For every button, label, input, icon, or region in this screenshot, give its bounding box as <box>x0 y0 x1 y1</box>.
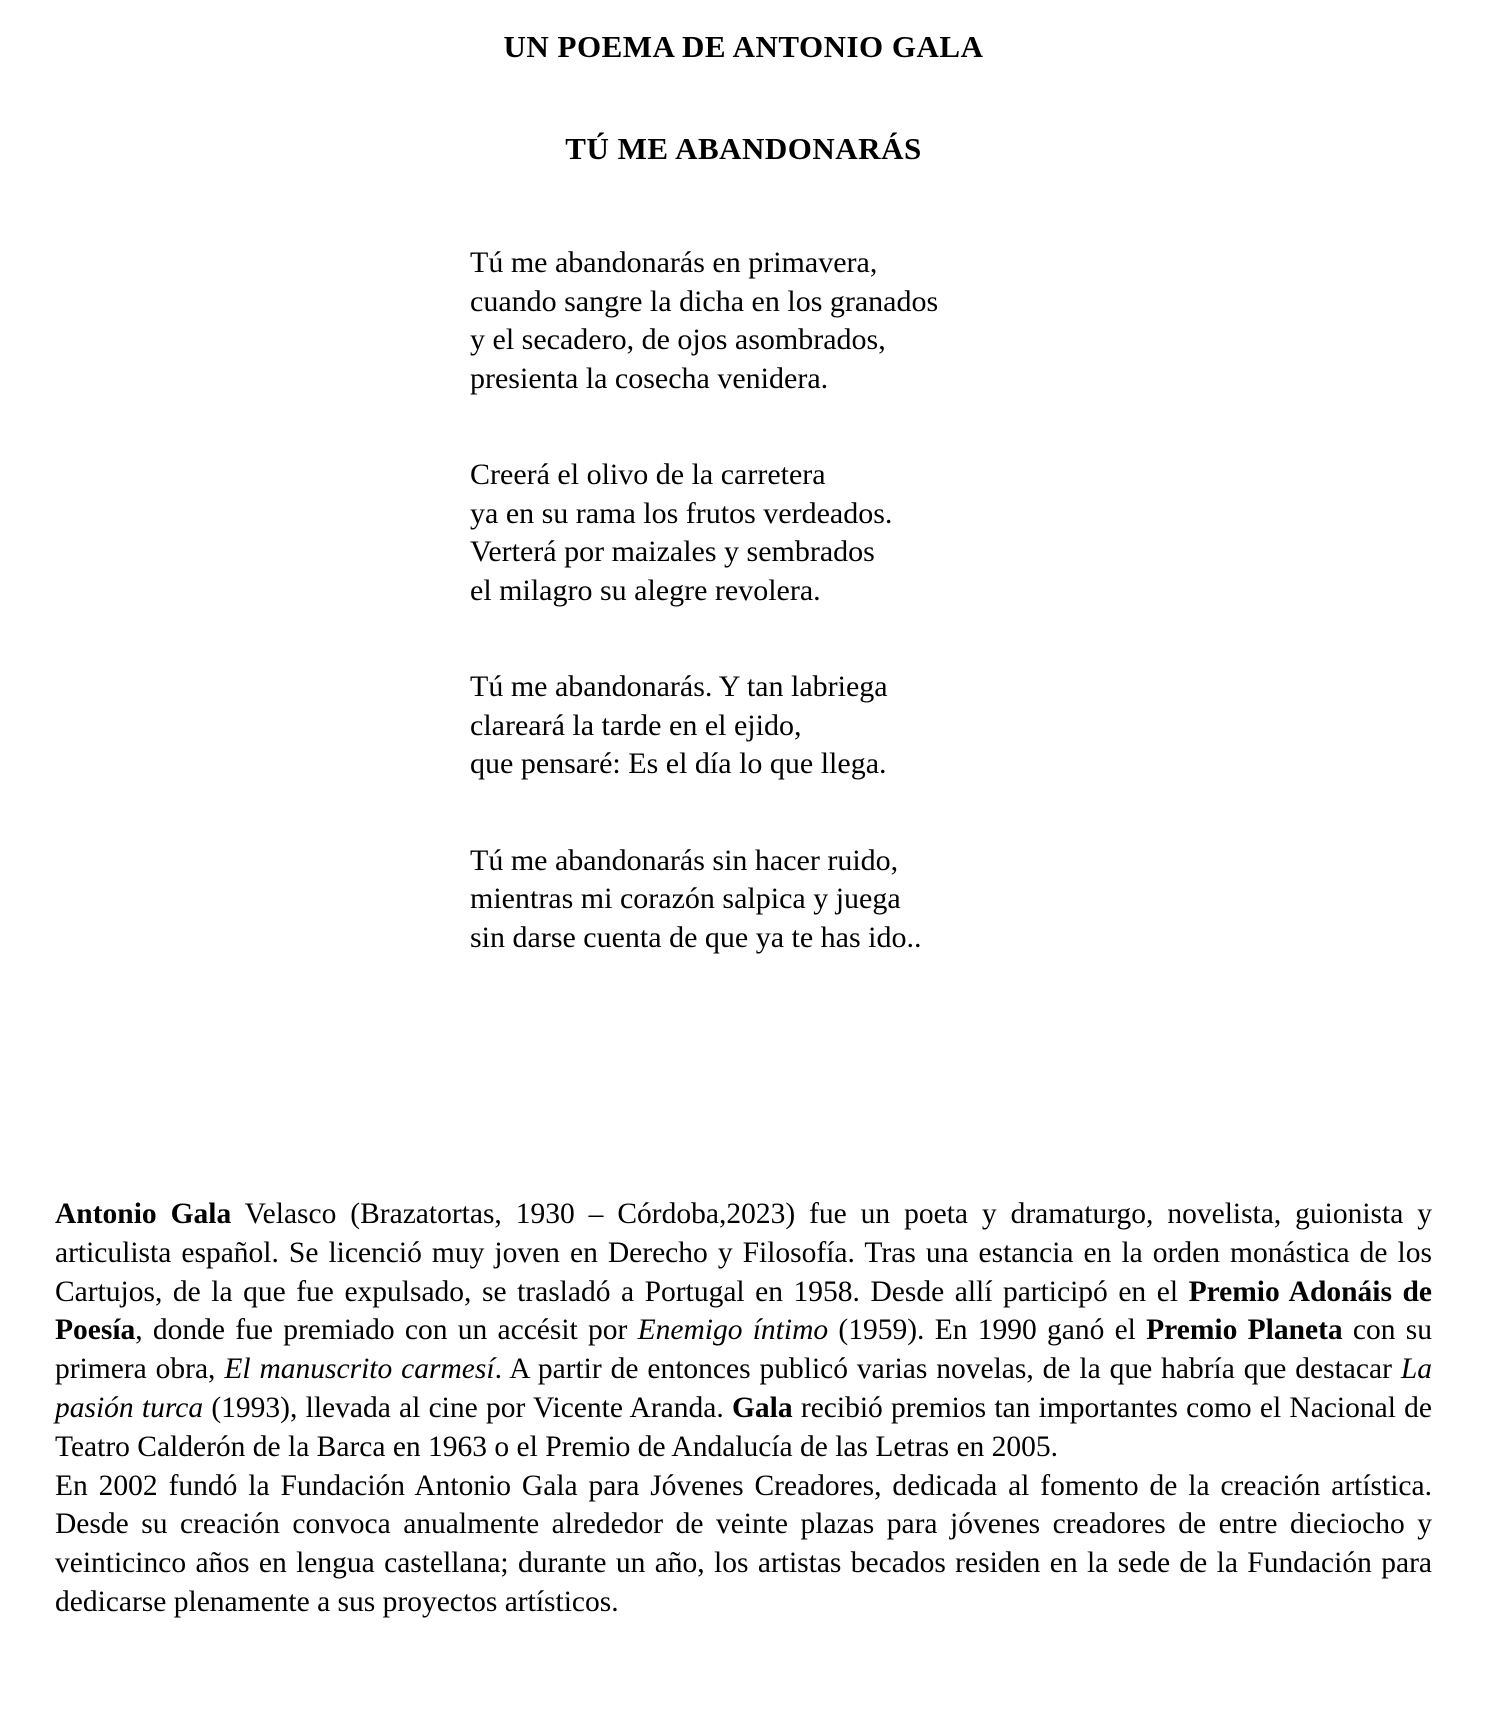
poem-stanza-4 <box>470 842 1432 958</box>
poem-line: que pensaré: Es el día lo que llega. <box>470 747 887 780</box>
poem-stanza-3 <box>470 668 1432 784</box>
poem-line: sin darse cuenta de que ya te has ido.. <box>470 920 922 954</box>
poem-line: Tú me abandonarás sin hacer ruido, <box>470 843 899 877</box>
poem-line: Creerá el olivo de la carretera <box>470 458 826 491</box>
poem-line: el milagro su alegre revolera. <box>470 573 821 607</box>
text-run-normal: (1959). En 1990 ganó el <box>828 1314 1147 1347</box>
poem <box>470 244 1432 957</box>
poem-title: TÚ ME ABANDONARÁS <box>565 131 922 166</box>
poem-line: Verterá por maizales y sembrados <box>470 535 875 568</box>
poem-stanza-1 <box>470 244 1432 398</box>
text-run-normal: (1993), llevada al cine por Vicente Aranda. <box>203 1391 732 1424</box>
poem-stanza-2 <box>470 456 1432 610</box>
poem-line: Tú me abandonarás. Y tan labriega <box>470 670 888 703</box>
text-run-bold: Premio Planeta <box>1146 1314 1343 1347</box>
bio-paragraph-2 <box>55 1467 1432 1622</box>
bio-paragraph-1 <box>55 1195 1432 1467</box>
text-run-italic: Enemigo íntimo <box>637 1314 829 1347</box>
text-run-italic: El manuscrito carmesí <box>224 1353 495 1386</box>
poem-line: ya en su rama los frutos verdeados. <box>470 496 893 530</box>
poem-line: mientras mi corazón salpica y juega <box>470 882 901 915</box>
document-title: UN POEMA DE ANTONIO GALA <box>503 29 984 64</box>
text-run-bold: Antonio Gala <box>55 1198 232 1230</box>
biography <box>55 1195 1432 1622</box>
text-run-normal: recibió premios tan importantes como el Nacional de Teatro Calderón de la Barca en 1963 o el Premio de Andalucía de las Letras en 2005. <box>55 1391 1432 1463</box>
text-run-normal: En 2002 fundó la Fundación Antonio Gala para Jóvenes Creadores, dedicada al fomento de la creación artística. Desde su creación convoca anualmente alrededor de veinte plazas para jóvenes creadores de entre dieciocho y veinticinco años en lengua castellana; durante un año, los artistas becados residen en la sede de la Fundación para dedicarse plenamente a sus proyectos artísticos. <box>55 1469 1432 1618</box>
text-run-bold: Premio Adonáis de Poesía <box>55 1275 1433 1347</box>
text-run-normal: , donde fue premiado con un accésit por <box>135 1314 638 1347</box>
text-run-normal: con su primera obra, <box>55 1314 1433 1386</box>
text-run-bold: Gala <box>731 1391 793 1424</box>
poem-line: presienta la cosecha venidera. <box>470 361 829 395</box>
text-run-normal: Velasco (Brazatortas, 1930 – Córdoba,2023) fue un poeta y dramaturgo, novelista, guionista y articulista español. Se licenció muy joven en Derecho y Filosofía. Tras una estancia en la orden monástica de los Cartujos, de la que fue expulsado, se trasladó a Portugal en 1958. Desde allí participó en el <box>55 1198 1432 1308</box>
poem-line: y el secadero, de ojos asombrados, <box>470 323 886 356</box>
poem-line: Tú me abandonarás en primavera, <box>470 246 878 279</box>
text-run-normal: . A partir de entonces publicó varias novelas, de la que habría que destacar <box>494 1353 1401 1386</box>
poem-line: clareará la tarde en el ejido, <box>470 708 802 742</box>
text-run-italic: La pasión turca <box>55 1353 1432 1424</box>
poem-line: cuando sangre la dicha en los granados <box>470 284 939 318</box>
